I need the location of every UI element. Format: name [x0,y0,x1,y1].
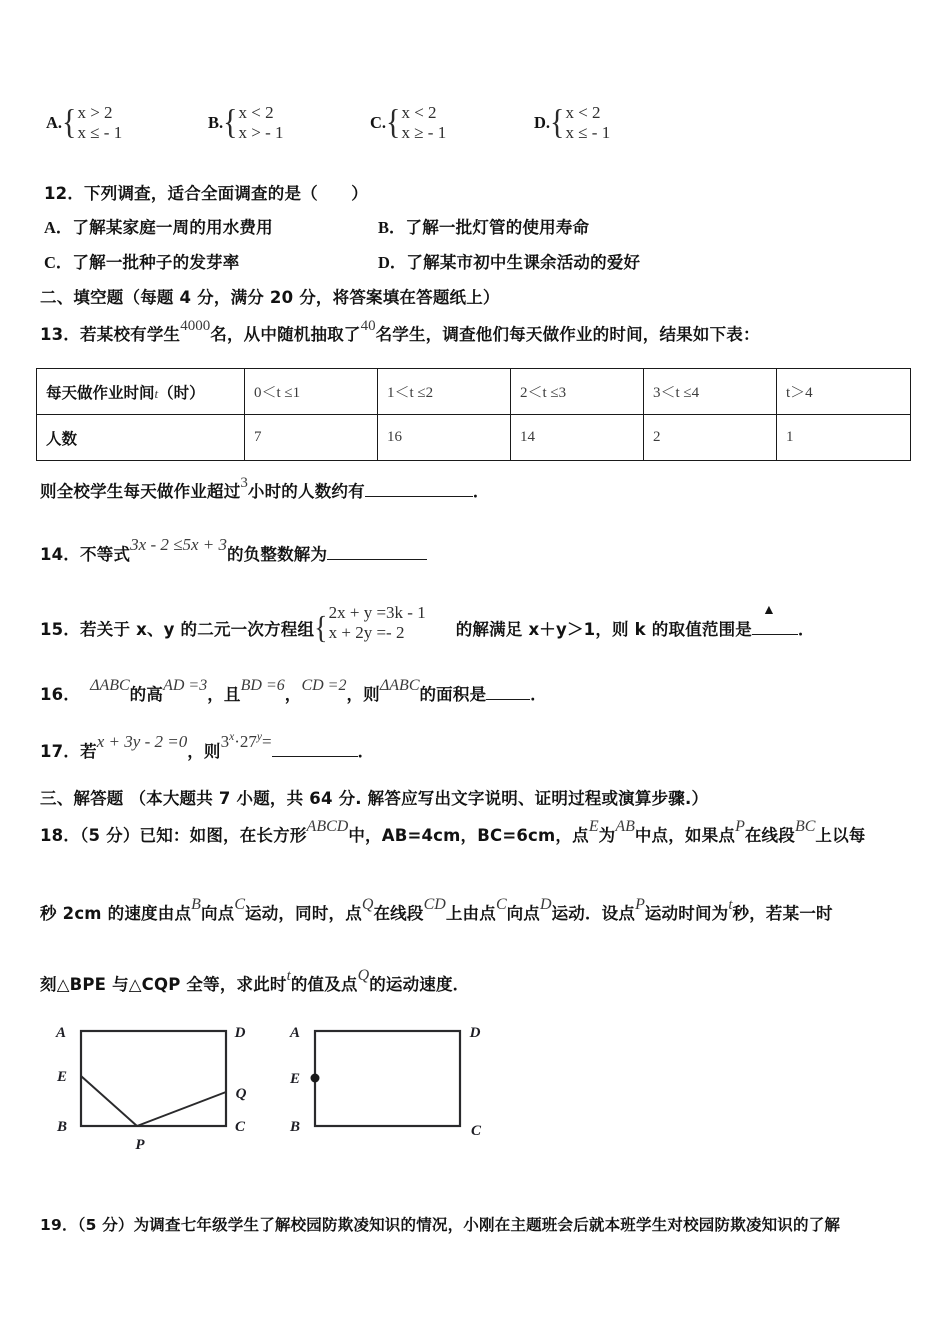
label-E: E [56,1069,68,1085]
q13-stem-part2: 名，从中随机抽取了 [210,325,361,344]
q11-d-top: x < 2 [565,103,601,122]
q12-option-a-label: A． [44,218,73,237]
q17-exponent-y: y [256,731,263,743]
table-cell-count-3: 14 [511,415,644,461]
q14-stem-part2: 的负整数解为 [226,545,328,564]
q15-stem [40,603,815,651]
q12-option-c[interactable] [44,255,239,272]
homework-time-table [36,368,911,461]
q11-a-top: x > 2 [77,103,113,122]
table-cell-count-5: 1 [777,415,911,461]
q15-stem-part1: 15．若关于 x、y 的二元一次方程组 [40,620,315,640]
q11-option-a-label: A. [46,112,63,132]
table-header-count: 人数 [37,415,245,461]
q11-option-d-label: D. [534,112,551,132]
q18-l3-c: 的运动速度． [369,975,470,994]
q12-option-b-text: 了解一批灯管的使用寿命 [405,218,590,237]
table-row-counts [37,415,911,461]
label-C: C [234,1119,246,1135]
q18-figure-right [285,1018,500,1168]
q18-l2-g-txt: 运动．设点 [551,904,636,923]
table-cell-interval-3: 2＜t ≤3 [511,369,644,415]
q13-tail [40,475,490,501]
q11-d-bottom: x ≤ - 1 [565,122,611,142]
q18-l1-abcd: ABCD [306,818,349,835]
table-cell-count-2: 16 [378,415,511,461]
q11-option-a-inequalities [77,103,122,142]
section-2-heading: 二、填空题（每题 4 分，满分 20 分，将答案填在答题纸上） [40,288,500,307]
label-P: P [135,1137,145,1153]
q13-stem-part1: 13．若某校有学生 [40,325,181,344]
q18-l2-c2: C [495,896,507,913]
q17-equals: = [262,732,272,751]
q16-text-1: 的高 [129,685,164,704]
label-C: C [470,1123,482,1139]
segment-EP [81,1076,137,1126]
q18-l2-q: Q [361,896,374,913]
q18-l2-h-txt: 运动时间为 [644,904,729,923]
q18-l1-f: 上以每 [815,826,866,845]
q18-l1-e: E [588,818,599,835]
q18-l3-a: 刻△BPE 与△CQP 全等，求此时 [40,975,287,994]
table-header-unit: （时） [158,383,205,402]
q16-comma-3: ， [346,685,364,704]
rectangle-outline [315,1031,460,1126]
q18-l2-i-txt: 秒，若某一时 [732,904,833,923]
label-A: A [289,1025,301,1041]
q15-stem-part2: 的解满足 x＋y＞1，则 k 的取值范围是 [455,620,752,640]
q16-text-4: 的面积是 [419,685,487,704]
q18-l1-c: 为 [598,826,616,845]
q17-exponent-x: x [229,731,235,743]
q16-triangle-2: ΔABC [379,677,420,694]
q18-l1-e2: 在线段 [744,826,795,845]
q17-stem [40,731,375,761]
q18-l1-a: 18．（5 分）已知：如图，在长方形 [40,826,307,845]
q18-l1-d: 中点，如果点 [634,826,736,845]
q18-l2-c: C [234,896,246,913]
q15-equation-bottom: x + 2y =- 2 [328,622,405,642]
table-cell-interval-2: 1＜t ≤2 [378,369,511,415]
q12-option-d[interactable] [378,255,640,272]
brace-icon: { [314,610,328,646]
q18-l2-b: B [191,896,201,913]
q11-b-bottom: x > - 1 [238,122,284,142]
q18-line-1 [40,818,866,845]
q12-option-b-label: B． [378,218,406,237]
q13-student-count: 4000 [180,318,211,334]
q18-line-2 [40,896,833,923]
q18-l1-p: P [735,818,745,835]
q19-stem: 19．（5 分）为调查七年级学生了解校园防欺凌知识的情况，小刚在主题班会后就本班学生对校园防欺凌知识的了解 [40,1216,841,1234]
q15-equation-top: 2x + y =3k - 1 [328,603,426,622]
q16-text-3: 则 [363,685,380,704]
q14-expression: 3x - 2 ≤5x + 3 [130,535,227,554]
q18-l3-q: Q [357,967,370,984]
label-E: E [289,1071,301,1087]
q16-tail: ． [530,685,547,704]
q13-tail-part1: 则全校学生每天做作业超过 [40,482,241,501]
q12-option-b[interactable] [378,220,589,237]
q15-answer-blank[interactable] [752,603,798,635]
q11-a-bottom: x ≤ - 1 [77,122,123,142]
table-header-time-label: 每天做作业时间 [46,383,155,402]
q14-stem [40,535,427,564]
q16-comma-1: ， [207,685,224,704]
q18-l3-b: 的值及点 [290,975,358,994]
q18-l2-cd: CD [423,896,446,913]
q13-answer-blank[interactable] [365,482,473,497]
q16-stem [40,677,547,704]
q13-tail-value: 3 [240,475,248,491]
q12-option-a[interactable] [44,220,273,237]
q13-stem [40,318,760,344]
q16-number: 16． [40,685,81,704]
q17-text-1: 若 [80,742,97,761]
table-cell-interval-1: 0＜t ≤1 [245,369,378,415]
q11-option-b[interactable] [208,103,284,142]
q18-figure-left [55,1018,265,1168]
q18-l2-d-txt: 在线段 [373,904,424,923]
q17-base-1: 3 [220,732,230,751]
q18-line-3 [40,967,470,994]
q16-bd: BD =6 [240,677,285,694]
table-cell-count-1: 7 [245,415,378,461]
q11-option-c[interactable] [370,103,446,142]
q11-option-b-label: B. [208,112,224,132]
q18-l1-bc: BC [794,818,816,835]
q14-answer-blank[interactable] [327,545,427,560]
section-3-heading: 三、解答题 （本大题共 7 小题，共 64 分. 解答应写出文字说明、证明过程或演算步骤.） [40,789,709,808]
q15-system [329,603,426,642]
q17-expression-1: x + 3y - 2 =0 [96,732,188,751]
q16-ad: AD =3 [163,677,208,694]
q13-tail-part3: ． [472,482,490,501]
table-row-header [37,369,911,415]
q16-answer-blank[interactable] [486,685,530,700]
q15-stem-part3: ． [798,620,815,640]
label-B: B [56,1119,68,1135]
q11-option-b-inequalities [239,103,284,142]
q18-l2-f-txt: 向点 [506,904,541,923]
q17-text-2: 则 [203,742,221,761]
q11-option-c-label: C. [370,112,387,132]
q16-text-2: 且 [223,685,241,704]
q12-option-a-text: 了解某家庭一周的用水费用 [72,218,273,237]
q18-l2-c-txt: 运动，同时，点 [245,904,362,923]
label-B: B [289,1119,301,1135]
q14-stem-part1: 14．不等式 [40,545,131,564]
q18-l2-d: D [540,896,552,913]
q16-triangle-1: ΔABC [90,677,130,694]
q13-sample-size: 40 [360,318,376,334]
point-E-dot [311,1074,320,1083]
table-header-var: t [154,385,159,401]
q16-cd: CD =2 [301,677,347,694]
rectangle-outline [81,1031,226,1126]
q16-comma-2: ， [284,685,302,704]
table-cell-interval-5: t＞4 [777,369,911,415]
q11-option-d-inequalities [565,103,610,142]
q13-tail-part2: 小时的人数约有 [247,482,365,501]
q18-l1-b: 中，AB=4cm，BC=6cm，点 [348,826,589,845]
q12-option-d-label: D． [378,253,407,272]
q11-option-a[interactable] [46,103,122,142]
q18-l2-p: P [635,896,645,913]
label-D: D [469,1025,481,1041]
q17-tail: ． [357,742,375,761]
q12-option-c-label: C． [44,253,73,272]
q12-stem: 12．下列调查，适合全面调查的是（ ） [44,184,368,203]
table-cell-interval-4: 3＜t ≤4 [644,369,777,415]
q11-c-bottom: x ≥ - 1 [401,122,447,142]
q12-option-d-text: 了解某市初中生课余活动的爱好 [406,253,641,272]
q18-l3-t: t [286,968,291,984]
q17-comma-1: ， [187,742,204,761]
segment-PQ [137,1092,226,1126]
q18-l1-ab: AB [615,818,635,835]
label-Q: Q [235,1086,247,1102]
brace-icon: { [62,102,77,141]
q17-number: 17． [40,742,81,761]
table-header-time [37,369,245,415]
brace-icon: { [550,102,565,141]
label-D: D [234,1025,246,1041]
q17-answer-blank[interactable] [272,742,358,757]
q11-option-c-inequalities [401,103,446,142]
q12-option-c-text: 了解一批种子的发芽率 [72,253,240,272]
q11-option-d[interactable] [534,103,610,142]
brace-icon: { [386,102,401,141]
q13-stem-part3: 名学生，调查他们每天做作业的时间，结果如下表： [375,325,760,344]
q17-mid: ·27 [234,732,257,751]
q18-l2-t: t [728,897,733,913]
label-A: A [55,1025,67,1041]
q11-b-top: x < 2 [238,103,274,122]
q18-l2-e-txt: 上由点 [445,904,496,923]
q15-answer-marker: ▲ [762,603,776,619]
brace-icon: { [223,102,238,141]
table-cell-count-4: 2 [644,415,777,461]
q11-c-top: x < 2 [401,103,437,122]
q18-l2-a: 秒 2cm 的速度由点 [40,904,192,923]
q18-l2-b-txt: 向点 [200,904,235,923]
